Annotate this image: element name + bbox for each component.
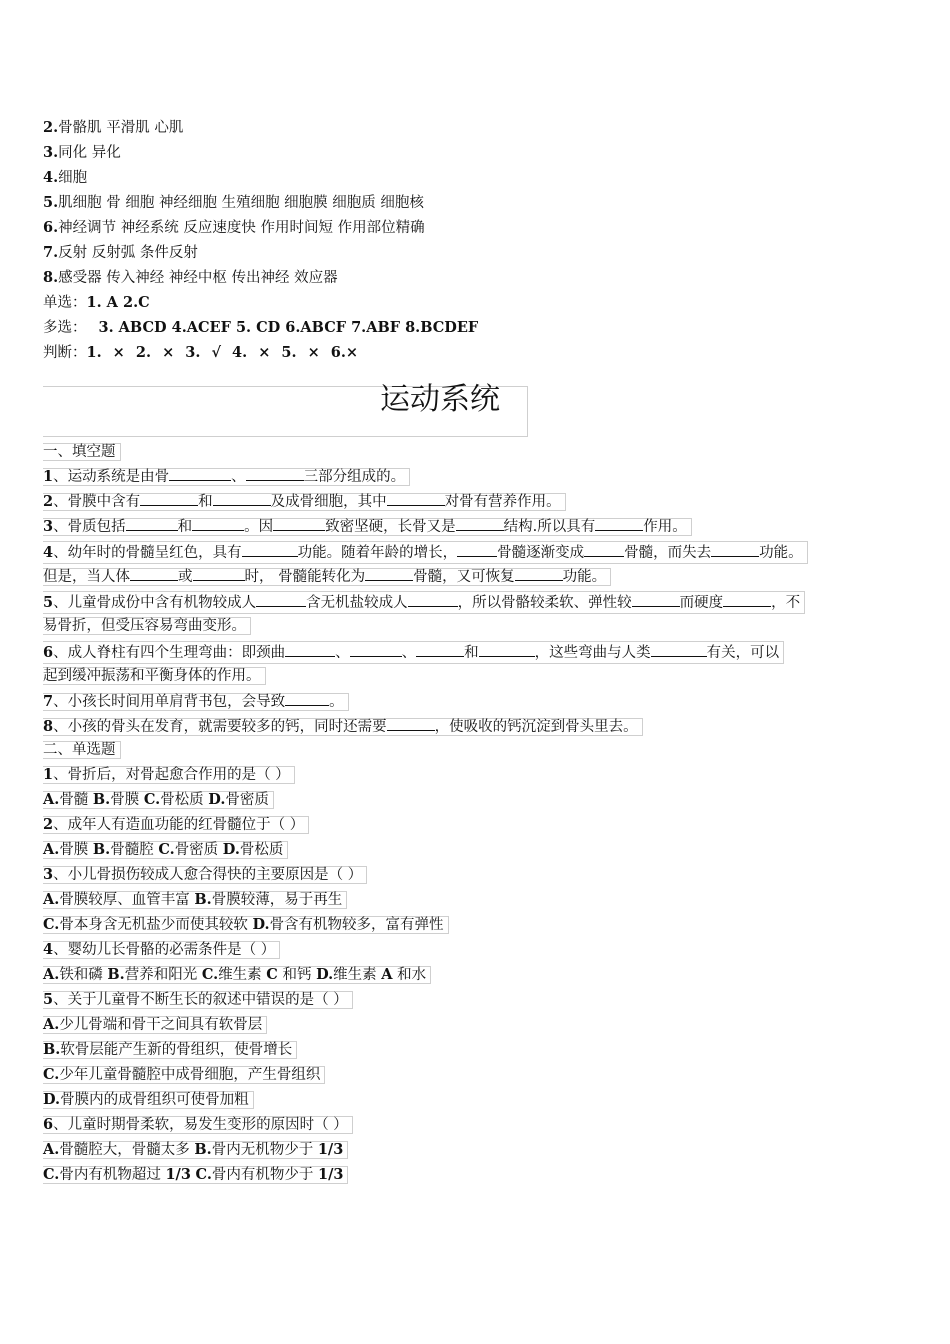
question-text: 、 [401, 645, 417, 661]
question-text: 、运动系统是由骨 [53, 469, 170, 485]
question-number: 7 [43, 693, 54, 710]
question-number: 5 [43, 991, 54, 1008]
blank [126, 516, 178, 531]
blank [256, 592, 306, 607]
page-title: 运动系统 [380, 382, 500, 417]
blank [387, 491, 445, 506]
option-letter: A. [43, 841, 60, 858]
blank [365, 566, 413, 581]
option-text: 骨含有机物较多，富有弹性 [269, 917, 444, 933]
blank [595, 516, 643, 531]
question-text: 骨髓，而失去 [624, 545, 712, 561]
question-text: 、骨质包括 [53, 519, 126, 535]
choice-option-5c [43, 1066, 325, 1084]
answer-line-3 [43, 143, 121, 163]
question-text: ，这些弯曲与人类 [534, 645, 651, 661]
option-text: 骨松质 [239, 842, 284, 858]
blank [416, 642, 464, 657]
option-letter: C. [43, 1166, 60, 1183]
option-text: 骨膜 [59, 842, 93, 858]
option-text: 骨髓腔 [110, 842, 159, 858]
choice-question-4 [43, 941, 280, 959]
question-text: 或 [178, 569, 193, 585]
option-text: 骨膜 [110, 792, 144, 808]
blank [192, 516, 244, 531]
option-text: A [381, 966, 393, 983]
answer-text: 同化 异化 [58, 145, 121, 161]
option-letter: B. [194, 1141, 212, 1158]
question-text: 、成人脊柱有四个生理弯曲：即颈曲 [53, 645, 286, 661]
answer-number: 8. [43, 269, 59, 286]
option-text: 和钙 [277, 967, 317, 983]
blank [584, 542, 624, 557]
blank [387, 716, 435, 731]
option-letter: A. [43, 966, 60, 983]
question-text: 、小儿骨损伤较成人愈合得快的主要原因是（ ） [53, 867, 363, 883]
answer-line-5 [43, 193, 424, 213]
fill-question-5-cont: 易骨折，但受压容易弯曲变形。 [43, 617, 251, 635]
option-letter: D. [43, 1091, 61, 1108]
option-letter: C. [43, 1066, 60, 1083]
question-number: 6 [43, 644, 54, 661]
blank [273, 516, 325, 531]
choice-option-5b [43, 1041, 297, 1059]
question-text: 骨髓逐渐变成 [497, 545, 585, 561]
choice-options-4 [43, 966, 431, 984]
option-text: 维生素 [218, 967, 267, 983]
question-number: 2 [43, 493, 54, 510]
option-letter: A. [43, 891, 60, 908]
question-number: 5 [43, 594, 54, 611]
option-text: 骨内有机物少于 [211, 1167, 318, 1183]
option-letter: B. [92, 841, 111, 858]
question-text: 功能。 [562, 569, 607, 585]
answer-text: 3. ABCD 4.ACEF 5. CD 6.ABCF 7.ABF 8.BCDEF [98, 319, 479, 336]
option-text: 骨松质 [160, 792, 209, 808]
option-letter: B. [43, 1041, 61, 1058]
question-text: 、 [231, 469, 246, 485]
blank [456, 516, 504, 531]
question-number: 8 [43, 718, 54, 735]
option-text: 1/3 [318, 1166, 344, 1183]
fill-question-5 [43, 591, 805, 614]
question-text: 和 [177, 519, 193, 535]
blank [457, 542, 497, 557]
choice-question-2 [43, 816, 309, 834]
fill-question-7 [43, 693, 349, 711]
option-text: 1/3 [317, 1141, 344, 1158]
answer-line-4 [43, 168, 87, 188]
question-text: 、小孩的骨头在发育，就需要较多的钙，同时还需要 [53, 719, 387, 735]
blank [242, 542, 298, 557]
answer-text: 细胞 [58, 170, 88, 186]
question-text: 功能。 [759, 545, 803, 561]
blank [213, 491, 271, 506]
option-letter: B. [92, 791, 111, 808]
choice-options-3b [43, 916, 449, 934]
answer-single-choice [43, 293, 150, 313]
option-letter: A. [43, 791, 60, 808]
answer-text: 1. A 2.C [86, 294, 150, 311]
blank [479, 642, 535, 657]
answer-number: 7. [43, 244, 59, 261]
question-text: 。因 [244, 519, 274, 535]
answer-label: 多选： [43, 320, 87, 336]
answer-text: 感受器 传入神经 神经中枢 传出神经 效应器 [58, 270, 338, 286]
blank [169, 466, 231, 481]
question-text: 时， 骨髓能转化为 [244, 569, 366, 585]
question-number: 1 [43, 766, 54, 783]
answer-judgement [43, 343, 358, 363]
question-text: 含无机盐较成人 [306, 595, 408, 611]
question-text: 及成骨细胞，其中 [270, 494, 387, 510]
answer-number: 6. [43, 219, 59, 236]
option-letter: D. [222, 841, 240, 858]
question-text: 和 [198, 494, 213, 510]
question-text: ，所以骨骼较柔软、弹性较 [457, 595, 632, 611]
option-text: 1/3 [165, 1166, 191, 1183]
question-text: ，使吸收的钙沉淀到骨头里去。 [434, 719, 638, 735]
answer-number: 2. [43, 119, 59, 136]
option-letter: C. [195, 1166, 212, 1183]
question-text: 和 [464, 645, 479, 661]
answer-number: 4. [43, 169, 59, 186]
choice-question-1 [43, 766, 295, 784]
choice-option-5d [43, 1091, 254, 1109]
option-text: 少年儿童骨髓腔中成骨细胞，产生骨组织 [59, 1067, 321, 1083]
question-text: 、骨膜中含有 [53, 494, 141, 510]
option-text: 骨髓 [59, 792, 93, 808]
answer-multi-choice [43, 318, 478, 338]
answer-label: 判断： [43, 345, 87, 361]
question-number: 6 [43, 1116, 54, 1133]
question-text: 骨髓，又可恢复 [413, 569, 515, 585]
blank [350, 642, 402, 657]
question-text: 、关于儿童骨不断生长的叙述中错误的是（ ） [53, 992, 348, 1008]
option-text: 软骨层能产生新的骨组织，使骨增长 [60, 1042, 293, 1058]
question-text: 作用。 [643, 519, 687, 535]
option-text: 骨膜较厚、血管丰富 [59, 892, 195, 908]
blank [408, 592, 458, 607]
fill-question-2 [43, 493, 566, 511]
question-text: 、小孩长时间用单肩背书包，会导致 [53, 694, 286, 710]
answer-number: 5. [43, 194, 59, 211]
blank [632, 592, 680, 607]
option-text: 骨密质 [225, 792, 269, 808]
choice-question-3 [43, 866, 367, 884]
option-text: 骨本身含无机盐少而使其较软 [59, 917, 253, 933]
option-letter: A. [43, 1016, 60, 1033]
section-heading-fill: 一、填空题 [43, 443, 121, 461]
question-text: 、婴幼儿长骨骼的必需条件是（ ） [53, 942, 276, 958]
question-text: 、 [335, 645, 350, 661]
blank [193, 566, 245, 581]
question-text: 而硬度 [679, 595, 724, 611]
option-letter: A. [43, 1141, 60, 1158]
blank [246, 466, 304, 481]
answer-text: 反射 反射弧 条件反射 [58, 245, 198, 261]
option-letter: D. [316, 966, 334, 983]
question-text: 三部分组成的。 [303, 469, 406, 485]
answer-line-2 [43, 118, 183, 138]
section-heading-choice: 二、单选题 [43, 741, 121, 759]
fill-question-6 [43, 641, 784, 664]
question-number: 4 [43, 544, 54, 561]
answer-label: 单选： [43, 295, 87, 311]
option-text: 骨内无机物少于 [211, 1142, 318, 1158]
answer-number: 3. [43, 144, 59, 161]
option-letter: C. [201, 966, 219, 983]
answer-text: 骨骼肌 平滑肌 心肌 [58, 120, 184, 136]
question-text: 、骨折后，对骨起愈合作用的是（ ） [53, 767, 290, 783]
option-letter: C. [158, 841, 175, 858]
option-text: 铁和磷 [59, 967, 108, 983]
question-text: 、儿童骨成份中含有机物较成人 [53, 595, 257, 611]
option-letter: C. [143, 791, 161, 808]
option-text: 骨膜较薄，易于再生 [211, 892, 343, 908]
choice-options-2 [43, 841, 288, 859]
option-letter: D. [252, 916, 270, 933]
fill-question-6-cont: 起到缓冲振荡和平衡身体的作用。 [43, 667, 266, 685]
option-letter: B. [194, 891, 212, 908]
question-text: 、幼年时的骨髓呈红色，具有 [53, 545, 242, 561]
option-letter: C. [43, 916, 60, 933]
option-text: 骨髓腔大，骨髓太多 [59, 1142, 195, 1158]
blank [285, 691, 329, 706]
blank [711, 542, 759, 557]
question-text: 、成年人有造血功能的红骨髓位于（ ） [53, 817, 305, 833]
blank [723, 592, 771, 607]
answer-text: 肌细胞 骨 细胞 神经细胞 生殖细胞 细胞膜 细胞质 细胞核 [58, 195, 424, 211]
option-text: 骨膜内的成骨组织可使骨加粗 [60, 1092, 249, 1108]
question-text: 结构.所以具有 [503, 519, 596, 535]
fill-question-4-cont [43, 568, 611, 586]
choice-options-6a [43, 1141, 348, 1159]
option-text: 少儿骨端和骨干之间具有软骨层 [59, 1017, 263, 1033]
choice-options-3a [43, 891, 347, 909]
blank [285, 642, 335, 657]
answer-line-8 [43, 268, 338, 288]
question-text: 功能。随着年龄的增长， [297, 545, 458, 561]
question-text: 但是，当人体 [43, 569, 130, 585]
choice-question-5 [43, 991, 353, 1009]
option-text: 和水 [392, 967, 427, 983]
question-number: 3 [43, 866, 54, 883]
choice-question-6 [43, 1116, 353, 1134]
answer-text: 神经调节 神经系统 反应速度快 作用时间短 作用部位精确 [58, 220, 425, 236]
fill-question-8 [43, 718, 643, 736]
question-text: 对骨有营养作用。 [444, 494, 561, 510]
choice-option-5a [43, 1016, 267, 1034]
answer-line-7 [43, 243, 198, 263]
question-text: 。 [329, 694, 344, 710]
question-number: 1 [43, 468, 54, 485]
option-letter: B. [107, 966, 125, 983]
option-text: 维生素 [333, 967, 382, 983]
blank [140, 491, 198, 506]
blank [130, 566, 178, 581]
answer-text: 1. × 2. × 3. √ 4. × 5. × 6.× [86, 344, 359, 361]
option-text: 骨密质 [174, 842, 223, 858]
answer-line-6 [43, 218, 425, 238]
option-letter: D. [208, 791, 226, 808]
choice-options-1 [43, 791, 274, 809]
question-number: 4 [43, 941, 54, 958]
fill-question-3 [43, 518, 692, 536]
blank [651, 642, 707, 657]
option-text: 骨内有机物超过 [59, 1167, 166, 1183]
question-number: 3 [43, 518, 54, 535]
fill-question-4 [43, 541, 808, 564]
choice-options-6b [43, 1166, 348, 1184]
question-text: 有关，可以 [706, 645, 780, 661]
question-number: 2 [43, 816, 54, 833]
option-text: C [266, 966, 278, 983]
blank [515, 566, 563, 581]
question-text: 、儿童时期骨柔软，易发生变形的原因时（ ） [53, 1117, 348, 1133]
question-text: ，不 [771, 595, 801, 611]
fill-question-1 [43, 468, 410, 486]
question-text: 致密坚硬，长骨又是 [325, 519, 456, 535]
option-text: 营养和阳光 [124, 967, 202, 983]
